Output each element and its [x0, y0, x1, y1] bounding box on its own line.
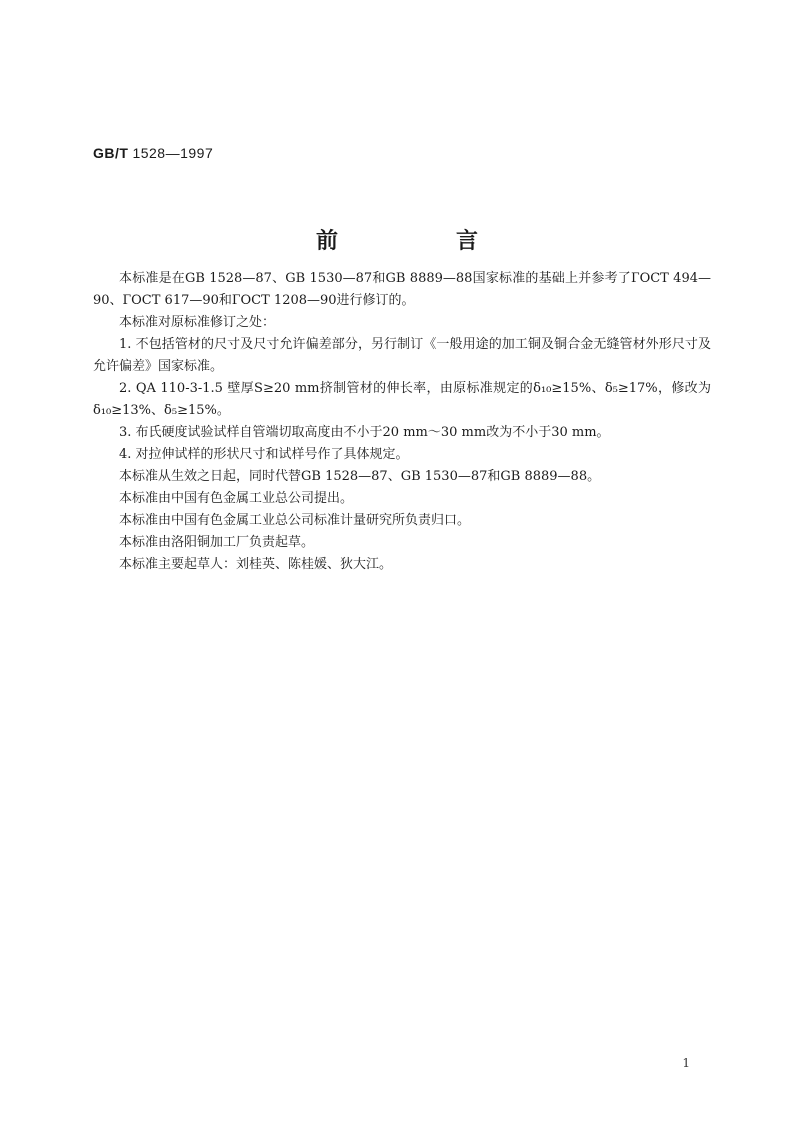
standard-number: 1528—1997: [132, 145, 214, 161]
standard-code: [93, 145, 213, 161]
paragraph: 本标准由中国有色金属工业总公司提出。: [119, 491, 354, 506]
paragraph: 本标准对原标准修订之处：: [119, 315, 276, 330]
paragraph: 本标准主要起草人：刘桂英、陈桂媛、狄大江。: [119, 557, 393, 572]
page-number: 1: [682, 1056, 690, 1070]
paragraph: 本标准由洛阳铜加工厂负责起草。: [119, 535, 315, 550]
standard-prefix: GB/T: [93, 145, 129, 161]
paragraph: 本标准从生效之日起，同时代替GB 1528—87、GB 1530—87和GB 8889—88。: [119, 469, 601, 484]
page-title: 前 言: [315, 229, 526, 254]
list-item: 4. 对拉伸试样的形状尺寸和试样号作了具体规定。: [119, 447, 409, 462]
list-item: 1. 不包括管材的尺寸及尺寸允许偏差部分，另行制订《一般用途的加工铜及铜合金无缝管材外形尺寸及允许偏差》国家标准。: [93, 337, 711, 374]
list-item: 3. 布氏硬度试验试样自管端切取高度由不小于20 mm～30 mm改为不小于30 mm。: [119, 425, 610, 440]
paragraph: 本标准是在GB 1528—87、GB 1530—87和GB 8889—88国家标准的基础上并参考了ГОСТ 494—90、ГОСТ 617—90和ГОСТ 1208—90进行修订的。: [93, 271, 711, 308]
foreword-body: [93, 268, 711, 576]
paragraph: 本标准由中国有色金属工业总公司标准计量研究所负责归口。: [119, 513, 471, 528]
list-item: 2. QA 110-3-1.5 壁厚S≥20 mm挤制管材的伸长率，由原标准规定的δ₁₀≥15%、δ₅≥17%，修改为δ₁₀≥13%、δ₅≥15%。: [93, 381, 711, 418]
